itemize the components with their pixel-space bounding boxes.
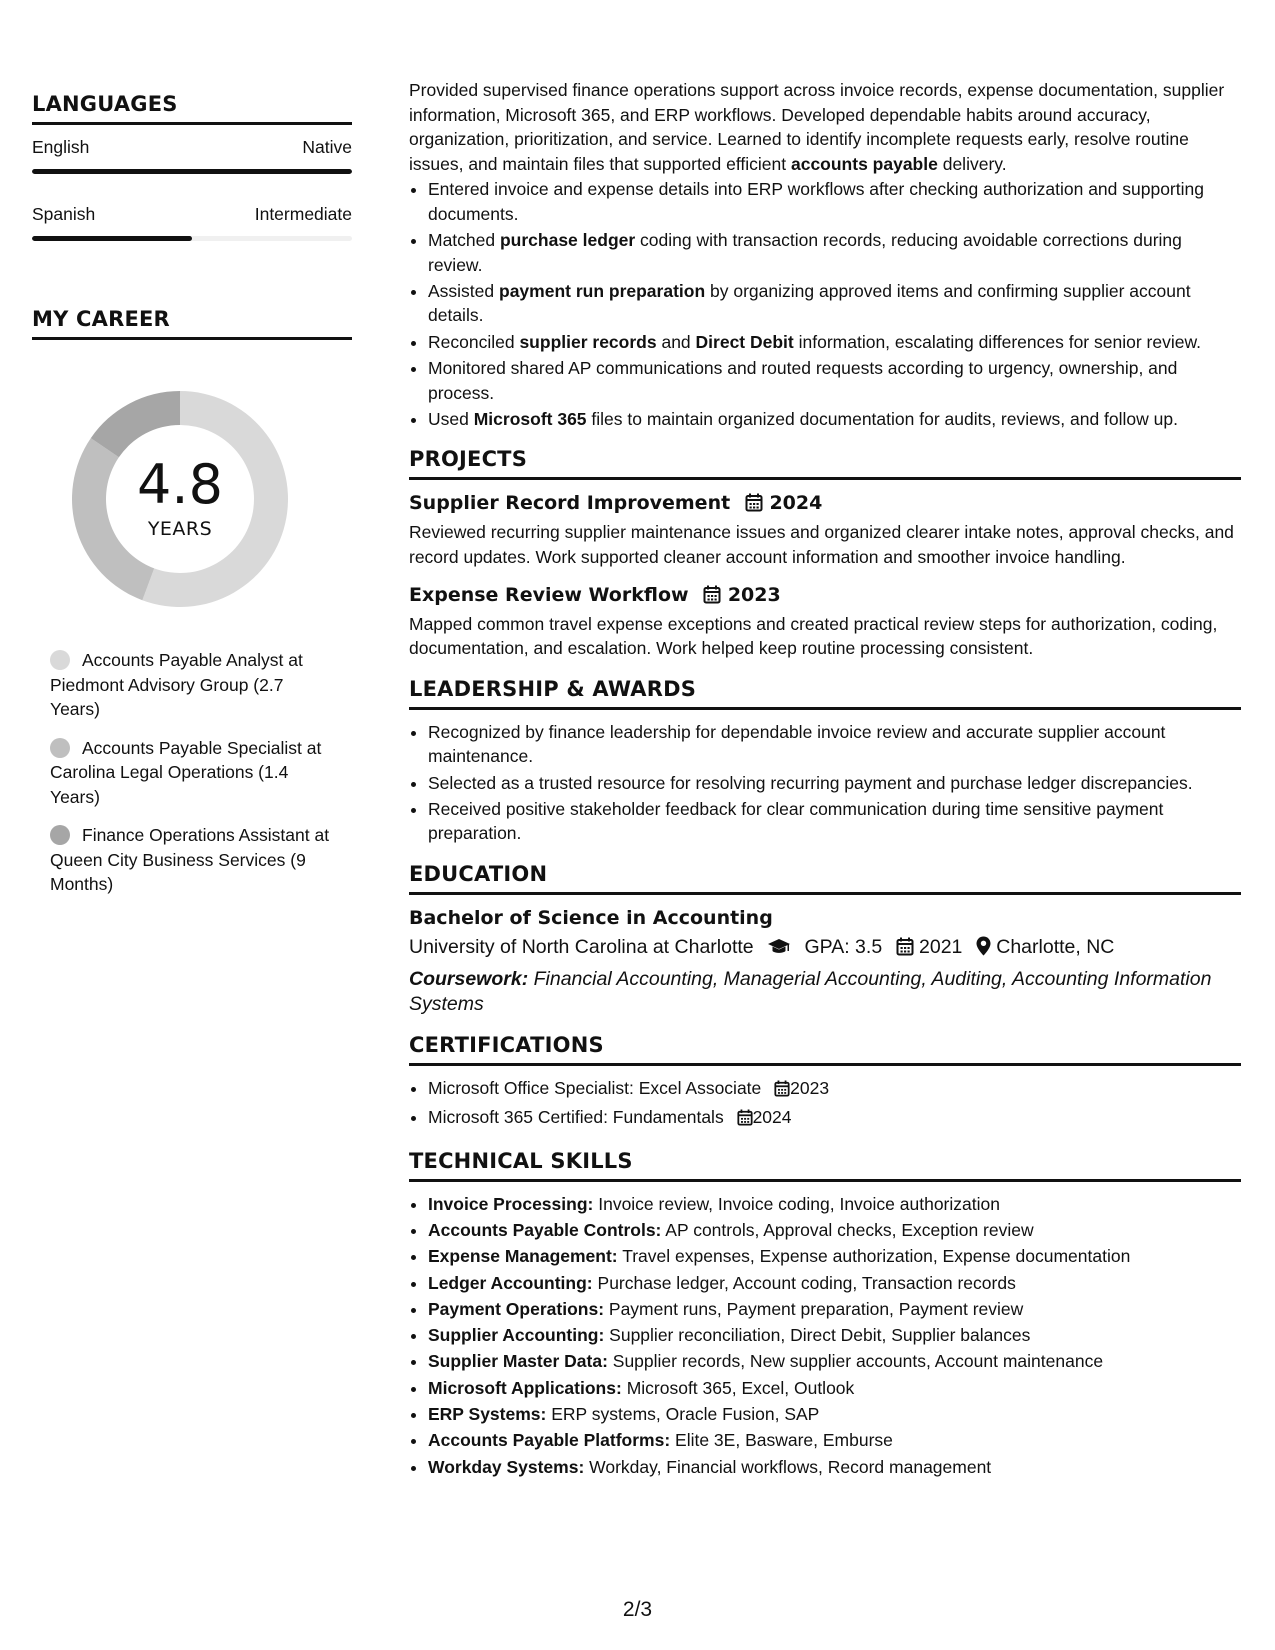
education-title: EDUCATION — [409, 862, 1241, 895]
right-column — [409, 78, 1241, 1481]
education-school: University of North Carolina at Charlotte — [409, 935, 754, 958]
location-pin-icon — [976, 935, 991, 965]
experience-bullet: • Monitored shared AP communications and routed requests according to urgency, ownership, and process. — [428, 356, 1241, 405]
certification-year: 2024 — [752, 1107, 792, 1128]
project-description: Mapped common travel expense exceptions and created practical review steps for authorization, coding, documentation, and escalation. Work helped keep routine processing consistent. — [409, 613, 1218, 659]
language-level: Native — [302, 137, 352, 157]
education-meta — [409, 932, 1241, 965]
education-coursework: Coursework: Financial Accounting, Managerial Accounting, Auditing, Accounting Information Systems — [409, 967, 1212, 1015]
projects-title: PROJECTS — [409, 447, 1241, 480]
skill-item: • Microsoft Applications: Microsoft 365, Excel, Outlook — [428, 1376, 1241, 1400]
education-degree: Bachelor of Science in Accounting — [409, 906, 773, 929]
legend-dot — [50, 738, 70, 758]
skill-item: • Supplier Accounting: Supplier reconciliation, Direct Debit, Supplier balances — [428, 1323, 1241, 1347]
left-column — [32, 92, 352, 911]
languages-title: LANGUAGES — [32, 92, 352, 125]
project-item — [409, 582, 1241, 661]
language-name: Spanish — [32, 204, 96, 224]
education-gpa: GPA: 3.5 — [804, 935, 883, 958]
certification-item — [428, 1105, 1241, 1132]
language-level-bar — [32, 236, 352, 241]
skill-item: • Ledger Accounting: Purchase ledger, Account coding, Transaction records — [428, 1271, 1241, 1295]
legend-dot — [50, 825, 70, 845]
experience-bullet: • Assisted payment run preparation by organizing approved items and confirming supplier account details. — [428, 279, 1241, 328]
language-level: Intermediate — [254, 204, 352, 224]
project-year: 2024 — [769, 492, 823, 515]
project-name: Supplier Record Improvement — [409, 492, 731, 515]
skill-item: • Supplier Master Data: Supplier records, New supplier accounts, Account maintenance — [428, 1349, 1241, 1373]
graduation-cap-icon — [767, 935, 791, 965]
language-item-english — [32, 137, 352, 174]
project-description: Reviewed recurring supplier maintenance issues and organized clearer intake notes, approval checks, and record updates. Work supported cleaner account information and smoother invoice handling. — [409, 522, 1234, 568]
experience-bullet: • Entered invoice and expense details into ERP workflows after checking authorization and supporting documents. — [428, 177, 1241, 226]
technical-skills-section — [409, 1149, 1241, 1479]
education-location: Charlotte, NC — [996, 935, 1115, 958]
project-year: 2023 — [727, 583, 781, 606]
leadership-item: • Selected as a trusted resource for resolving recurring payment and purchase ledger discrepancies. — [428, 771, 1241, 795]
experience-summary: Provided supervised finance operations support across invoice records, expense documentation, supplier information, Microsoft 365, and ERP workflows. Developed dependable habits around accuracy, organization, prioritization, and service. Learned to identify incomplete requests early, resolve routine issues, and maintain files that supported efficient accounts payable delivery. — [409, 80, 1225, 174]
experience-bullet: • Matched purchase ledger coding with transaction records, reducing avoidable corrections during review. — [428, 228, 1241, 277]
career-donut-chart — [65, 384, 295, 614]
projects-section — [409, 447, 1241, 660]
skill-item: • Workday Systems: Workday, Financial workflows, Record management — [428, 1455, 1241, 1479]
career-section — [32, 307, 352, 897]
project-name: Expense Review Workflow — [409, 583, 689, 606]
language-item-spanish — [32, 204, 352, 241]
certifications-section — [409, 1033, 1241, 1133]
skill-item: • Expense Management: Travel expenses, Expense authorization, Expense documentation — [428, 1244, 1241, 1268]
skill-item: • Accounts Payable Platforms: Elite 3E, Basware, Emburse — [428, 1428, 1241, 1452]
leadership-item: • Recognized by finance leadership for dependable invoice review and accurate supplier account maintenance. — [428, 720, 1241, 769]
skill-item: • Accounts Payable Controls: AP controls, Approval checks, Exception review — [428, 1218, 1241, 1242]
experience-bullet: • Reconciled supplier records and Direct Debit information, escalating differences for senior review. — [428, 330, 1241, 354]
skill-item: • Payment Operations: Payment runs, Payment preparation, Payment review — [428, 1297, 1241, 1321]
skill-item: • ERP Systems: ERP systems, Oracle Fusion, SAP — [428, 1402, 1241, 1426]
experience-bullet: • Used Microsoft 365 files to maintain organized documentation for audits, reviews, and follow up. — [428, 407, 1241, 431]
legend-label: Accounts Payable Analyst at Piedmont Advisory Group (2.7 Years) — [50, 650, 303, 719]
certification-item — [428, 1076, 1241, 1103]
legend-label: Finance Operations Assistant at Queen City Business Services (9 Months) — [50, 825, 330, 894]
certification-name: Microsoft Office Specialist: Excel Associate — [428, 1077, 762, 1098]
experience-bullets — [409, 177, 1241, 431]
education-section — [409, 862, 1241, 1017]
calendar-icon — [774, 1079, 790, 1103]
career-title: MY CAREER — [32, 307, 352, 340]
career-total-value: 4.8 — [137, 453, 223, 516]
legend-label: Accounts Payable Specialist at Carolina Legal Operations (1.4 Years) — [50, 737, 322, 807]
legend-item — [50, 648, 335, 722]
project-item — [409, 490, 1241, 569]
calendar-icon — [745, 493, 763, 519]
certification-name: Microsoft 365 Certified: Fundamentals — [428, 1107, 724, 1128]
career-legend — [50, 648, 335, 897]
calendar-icon — [703, 585, 721, 611]
legend-item — [50, 823, 335, 897]
legend-dot — [50, 650, 70, 670]
leadership-item: • Received positive stakeholder feedback for clear communication during time sensitive payment preparation. — [428, 797, 1241, 846]
career-total-unit: YEARS — [147, 518, 213, 540]
calendar-icon — [737, 1108, 753, 1132]
page-number: 2/3 — [622, 1598, 653, 1621]
skill-item: • Invoice Processing: Invoice review, Invoice coding, Invoice authorization — [428, 1192, 1241, 1216]
certification-year: 2023 — [790, 1077, 830, 1098]
certifications-title: CERTIFICATIONS — [409, 1033, 1241, 1066]
skills-title: TECHNICAL SKILLS — [409, 1149, 1241, 1182]
language-name: English — [32, 137, 90, 157]
language-level-bar — [32, 169, 352, 174]
leadership-section — [409, 677, 1241, 846]
calendar-icon — [896, 935, 914, 965]
legend-item — [50, 736, 335, 810]
leadership-title: LEADERSHIP & AWARDS — [409, 677, 1241, 710]
education-year: 2021 — [919, 935, 963, 958]
